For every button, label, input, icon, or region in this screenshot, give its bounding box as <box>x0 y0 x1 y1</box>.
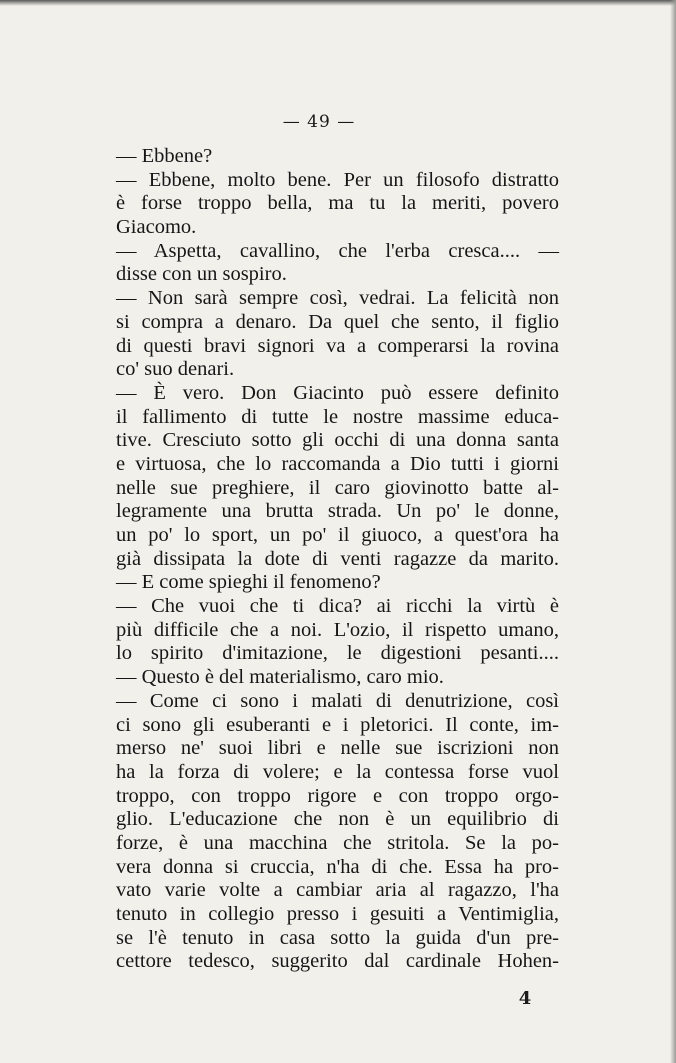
text-line: — Che vuoi che ti dica? ai ricchi la virtù è <box>116 595 559 618</box>
text-line: lo spirito d'imitazione, le digestioni pesanti.... <box>116 642 559 665</box>
body-text <box>116 145 559 974</box>
text-line: più difficile che a noi. L'ozio, il rispetto umano, <box>116 618 559 641</box>
text-line: Giacomo. <box>116 216 197 239</box>
page-top-edge-shadow <box>0 0 676 6</box>
text-line: un po' lo sport, un po' il giuoco, a quest'ora ha <box>116 524 559 546</box>
text-line: ci sono gli esuberanti e i pletorici. Il conte, im- <box>116 713 559 736</box>
text-line: già dissipata la dote di venti ragazze da marito. <box>116 547 559 570</box>
text-line: — È vero. Don Giacinto può essere definito <box>116 381 559 404</box>
text-line: troppo, con troppo rigore e con troppo orgo- <box>116 784 559 807</box>
text-line: glio. L'educazione che non è un equilibrio di <box>116 808 559 831</box>
text-line: disse con un sospiro. <box>116 263 287 286</box>
text-line: — Ebbene, molto bene. Per un filosofo distratto <box>116 168 559 191</box>
text-line: se l'è tenuto in casa sotto la guida d'un pre- <box>116 926 559 949</box>
text-line: cettore tedesco, suggerito dal cardinale Hohen- <box>116 950 559 973</box>
text-line: — E come spieghi il fenomeno? <box>116 571 381 594</box>
text-line: — Ebbene? <box>116 145 213 167</box>
text-line: co' suo denari. <box>116 358 235 381</box>
text-line: di questi bravi signori va a comperarsi la rovina <box>116 334 559 357</box>
text-line: tive. Cresciuto sotto gli occhi di una donna santa <box>116 429 559 452</box>
text-line: — Questo è del materialismo, caro mio. <box>116 666 444 689</box>
page-right-edge-shadow <box>670 0 676 1063</box>
text-line: — Aspetta, cavallino, che l'erba cresca.... — <box>116 239 559 262</box>
text-line: il fallimento di tutte le nostre massime educa- <box>116 405 559 428</box>
signature-mark: 4 <box>518 988 532 1009</box>
text-line: vato varie volte a cambiar aria al ragazzo, l'ha <box>116 879 559 902</box>
text-line: nelle sue preghiere, il caro giovinotto batte al- <box>116 476 559 499</box>
text-line: — Non sarà sempre così, vedrai. La felicità non <box>116 287 559 310</box>
text-line: è forse troppo bella, ma tu la meriti, povero <box>116 192 559 215</box>
text-line: forze, è una macchina che stritola. Se la po- <box>116 831 559 854</box>
text-line: — Come ci sono i malati di denutrizione, così <box>116 689 559 712</box>
text-line: ha la forza di volere; e la contessa forse vuol <box>116 760 559 783</box>
text-line: tenuto in collegio presso i gesuiti a Ventimiglia, <box>116 903 559 925</box>
text-line: legramente una brutta strada. Un po' le donne, <box>116 500 559 523</box>
text-line: merso ne' suoi libri e nelle sue iscrizioni non <box>116 737 559 760</box>
text-line: vera donna si cruccia, n'ha di che. Essa ha pro- <box>116 855 559 878</box>
text-line: si compra a denaro. Da quel che sento, il figlio <box>116 310 559 333</box>
page-number: — 49 — <box>282 112 356 132</box>
text-line: e virtuosa, che lo raccomanda a Dio tutti i giorni <box>116 452 559 475</box>
